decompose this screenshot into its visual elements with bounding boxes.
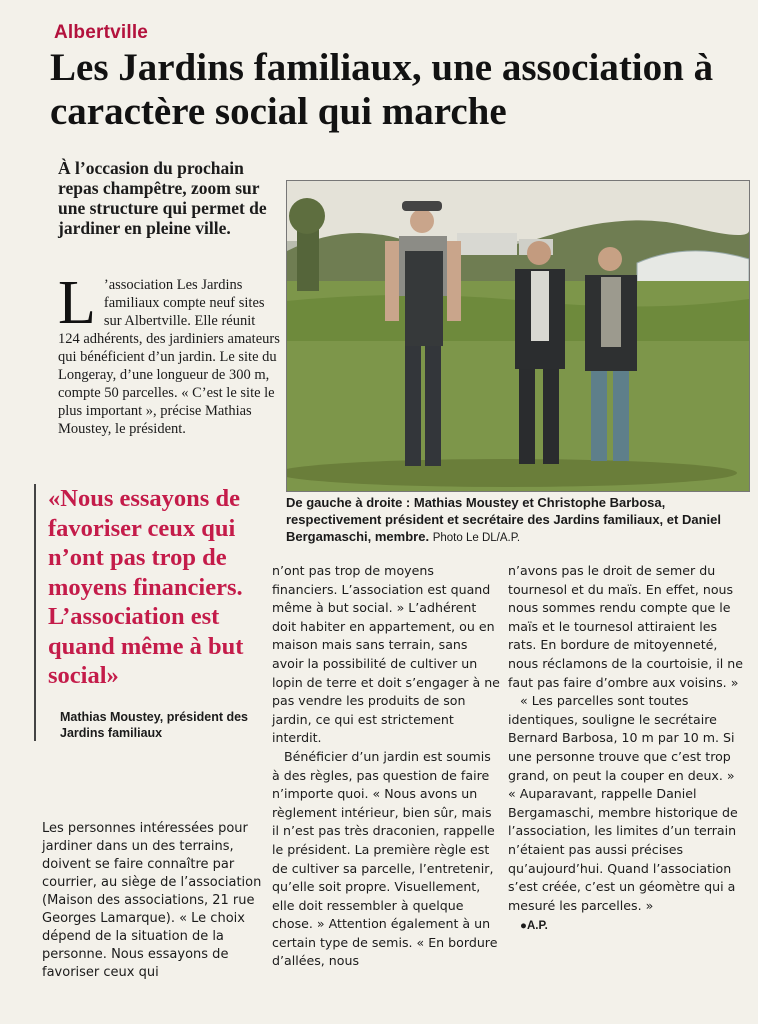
- body-paragraph: Les personnes intéressées pour jardiner dans un des terrains, doivent se faire connaître par courrier, au siège de l’association (Maison des associations, 21 rue Georges Lamarque). « Le choix dépend de la situation de la personne. Nous essayons de favoriser ceux qui: [42, 821, 262, 980]
- author-signature: ●A.P.: [520, 920, 548, 933]
- photo-caption: [286, 494, 748, 547]
- drop-cap: L: [58, 269, 96, 337]
- body-paragraph: « Les parcelles sont toutes identiques, souligne le secrétaire Bernard Barbosa, 10 m par 10 m. Si une personne trouve que c’est trop grand, on peut la couper en deux. » « Auparavant, rappelle Daniel Bergamaschi, membre historique de l’association, les limites d’un terrain n’étaient pas aussi précises qu’aujourd’hui. Quand l’association s’est créée, c’est un géomètre qui a mesuré les parcelles. »: [508, 693, 738, 913]
- body-paragraph: Bénéficier d’un jardin est soumis à des règles, pas question de faire n’importe quoi. « Nous avons un règlement intérieur, bien sûr, mais il n’est pas très draconien, rappelle le président. La première règle est de cultiver sa parcelle, l’entretenir, qu’elle soit propre. Visuellement, elle doit ressembler à quelque chose. » Attention également à un certain type de semis. « En bordure d’allées, nous: [272, 748, 498, 969]
- article-photo: [286, 180, 750, 492]
- standfirst: À l’occasion du prochain repas champêtre, zoom sur une structure qui permet de jardiner en pleine ville.: [58, 158, 267, 238]
- garden-photo-illustration: [287, 181, 749, 491]
- section-kicker: Albertville: [54, 22, 149, 43]
- headline: Les Jardins familiaux, une association à caractère social qui marche: [50, 46, 714, 133]
- body-paragraph: n’avons pas le droit de semer du tournesol et du maïs. En effet, nous nous sommes rendu compte que le maïs et le tournesol attiraient les rats. En bordure de mitoyenneté, nous réclamons de la courtoisie, il ne faut pas faire d’ombre aux voisins. »: [508, 563, 743, 690]
- column-left: [42, 820, 264, 982]
- photo-credit: Photo Le DL/A.P.: [432, 532, 521, 544]
- column-middle: [272, 562, 500, 971]
- lead-paragraph: [58, 269, 280, 438]
- lead-text: ’association Les Jardins familiaux compte neuf sites sur Albertville. Elle réunit 124 adhérents, des jardiniers amateurs qui bénéficient d’un jardin. Le site du Longeray, d’une longueur de 300 m, compte 50 parcelles. « C’est le site le plus important », précise Mathias Moustey, le président.: [58, 277, 280, 437]
- caption-text: De gauche à droite : Mathias Moustey et Christophe Barbosa, respectivement président et secrétaire des Jardins familiaux, et Daniel Bergamaschi, membre.: [286, 495, 721, 544]
- column-right: [508, 562, 746, 936]
- pull-quote: [34, 484, 284, 741]
- body-paragraph: n’ont pas trop de moyens financiers. L’association est quand même à but social. » L’adhérent doit habiter en appartement, ou en maison mais sans terrain, sans avoir la possibilité de cultiver un lopin de terre et doit s’engager à ne pas vendre les produits de son jardin, ce qui est strictement interdit.: [272, 563, 500, 746]
- pull-quote-author: Mathias Moustey, président des Jardins familiaux: [60, 709, 249, 740]
- pull-quote-text: «Nous essayons de favoriser ceux qui n’ont pas trop de moyens financiers. L’association est quand même à but social»: [48, 485, 244, 689]
